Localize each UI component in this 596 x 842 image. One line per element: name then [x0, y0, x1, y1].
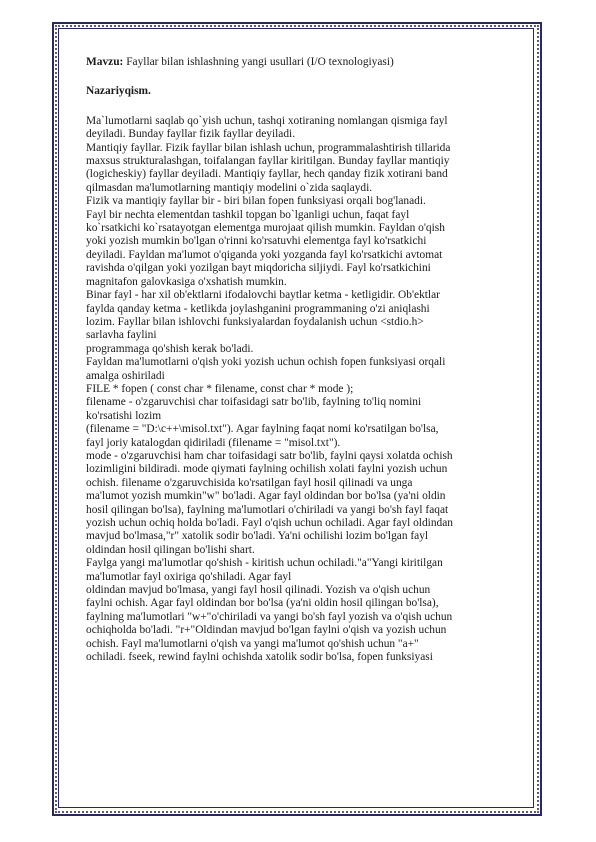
text-line: fayl joriy katalogdan qidiriladi (filename = "misol.txt").: [86, 436, 341, 449]
text-line: Fayldan ma'lumotlarni o'qish yoki yozish uchun ochish fopen funksiyasi orqali: [86, 356, 446, 369]
text-line: oldindan hosil qilingan bo'lishi shart.: [86, 543, 255, 556]
text-line: Binar fayl - har xil ob'ektlarni ifodalovchi baytlar ketma - ketligidir. Ob'ektlar: [86, 289, 440, 302]
text-line: hosil qilingan bo'lsa), faylning ma'lumotlari o'chiriladi va yangi bo'sh fayl faqat: [86, 503, 449, 516]
text-line: faylni ochish. Agar fayl oldindan bor bo'lsa (ya'ni oldin hosil qilingan bo'lsa),: [86, 597, 439, 610]
text-line: (filename = "D:\c++\misol.txt"). Agar faylning faqat nomi ko'rsatilgan bo'lsa,: [86, 423, 439, 436]
document-body: [86, 56, 520, 664]
text-line: ochiqholda bo'ladi. "r+"Oldindan mavjud bo'lgan faylni o'qish va yozish uchun: [86, 624, 447, 637]
text-line: faylda qanday ketma - ketlikda joylashganini programmaning o'zi aniqlashi: [86, 302, 430, 315]
text-line: qilmasdan ma'lumotlarning mantiqiy modelini o`zida saqlaydi.: [86, 181, 373, 194]
text-line: ochiladi. fseek, rewind faylni ochishda xatolik sodir bo'lsa, fopen funksiyasi: [86, 651, 433, 664]
text-line: ko`rsatkichi ko`rsatayotgan elementga murojaat qilish mumkin. Fayldan o'qish: [86, 222, 445, 235]
text-line: lozimligini bildiradi. mode qiymati faylning ochilish xolati faylni yozish uchun: [86, 463, 448, 476]
text-line: yozish uchun ochiq holda bo'ladi. Fayl o'qish uchun ochiladi. Agar fayl oldindan: [86, 517, 453, 529]
text-line: deyiladi. Bunday fayllar fizik fayllar deyiladi.: [86, 128, 296, 141]
text-line: Faylga yangi ma'lumotlar qo'shish - kiritish uchun ochiladi."a"Yangi kiritilgan: [86, 557, 443, 570]
text-line: filename - o'zgaruvchisi char toifasidagi satr bo'lib, faylning to'liq nomini: [86, 396, 422, 409]
text-line: FILE * fopen ( const char * filename, const char * mode );: [86, 382, 354, 395]
text-line: yoki yozish mumkin bo'lgan o'rinni ko'rsatuvhi elementga fayl ko'rsatkichi: [86, 235, 427, 248]
text-line: lozim. Fayllar bilan ishlovchi funksiyalardan foydalanish uchun <stdio.h>: [86, 315, 424, 328]
text-line: deyiladi. Fayldan ma'lumot o'qiganda yoki yozganda fayl ko'rsatkichi avtomat: [86, 248, 443, 261]
text-line: faylning ma'lumotlari "w+"o'chiriladi va yangi bo'sh fayl yozish va o'qish uchun: [86, 610, 453, 623]
text-line: (logicheskiy) fayllar deyiladi. Mantiqiy fayllar, hech qanday fizik xotirani band: [86, 168, 448, 181]
text-line: maxsus strukturalashgan, toifalangan fayllar kiritilgan. Bunday fayllar mantiqiy: [86, 155, 450, 168]
text-line: programmaga qo'shish kerak bo'ladi.: [86, 342, 254, 355]
text-line: magnitafon galovkasiga o'xshatish mumkin.: [86, 275, 287, 288]
section-heading: Nazariyqism.: [86, 85, 151, 98]
text-line: Ma`lumotlarni saqlab qo`yish uchun, tashqi xotiraning nomlangan qismiga fayl: [86, 114, 448, 127]
text-line: Fayl bir nechta elementdan tashkil topgan bo`lganligi uchun, faqat fayl: [86, 208, 410, 221]
text-line: sarlavha faylini: [86, 329, 157, 342]
text-line: amalga oshiriladi: [86, 369, 165, 382]
text-line: Mantiqiy fayllar. Fizik fayllar bilan ishlash uchun, programmalashtirish tillarida: [86, 141, 451, 154]
text-line: oldindan mavjud bo'lmasa, yangi fayl hosil qilinadi. Yozish va o'qish uchun: [86, 584, 431, 597]
text-line: ko'rsatishi lozim: [86, 409, 162, 422]
body-text: [86, 115, 520, 665]
title-text: Fayllar bilan ishlashning yangi usullari (I/O texnologiyasi): [126, 56, 394, 68]
document-title: [86, 56, 520, 69]
text-line: Fizik va mantiqiy fayllar bir - biri bilan fopen funksiyasi orqali bog'lanadi.: [86, 195, 426, 208]
text-line: ravishda o'qilgan yoki yozilgan bayt miqdoricha siljiydi. Fayl ko'rsatkichini: [86, 262, 431, 275]
title-label: Mavzu:: [86, 56, 124, 68]
text-line: ochish. Fayl ma'lumotlarni o'qish va yangi ma'lumot qo'shish uchun "a+": [86, 637, 419, 650]
text-line: ma'lumotlar fayl oxiriga qo'shiladi. Agar fayl: [86, 570, 292, 583]
text-line: mavjud bo'lmasa,"r" xatolik sodir bo'ladi. Ya'ni ochilishi lozim bo'lgan fayl: [86, 530, 429, 543]
text-line: ochish. filename o'zgaruvchisida ko'rsatilgan fayl hosil qilinadi va unga: [86, 476, 413, 489]
text-line: mode - o'zgaruvchisi ham char toifasidagi satr bo'lib, faylni qaysi xolatda ochish: [86, 449, 453, 462]
text-line: ma'lumot yozish mumkin"w" bo'ladi. Agar fayl oldindan bor bo'lsa (ya'ni oldin: [86, 490, 446, 503]
